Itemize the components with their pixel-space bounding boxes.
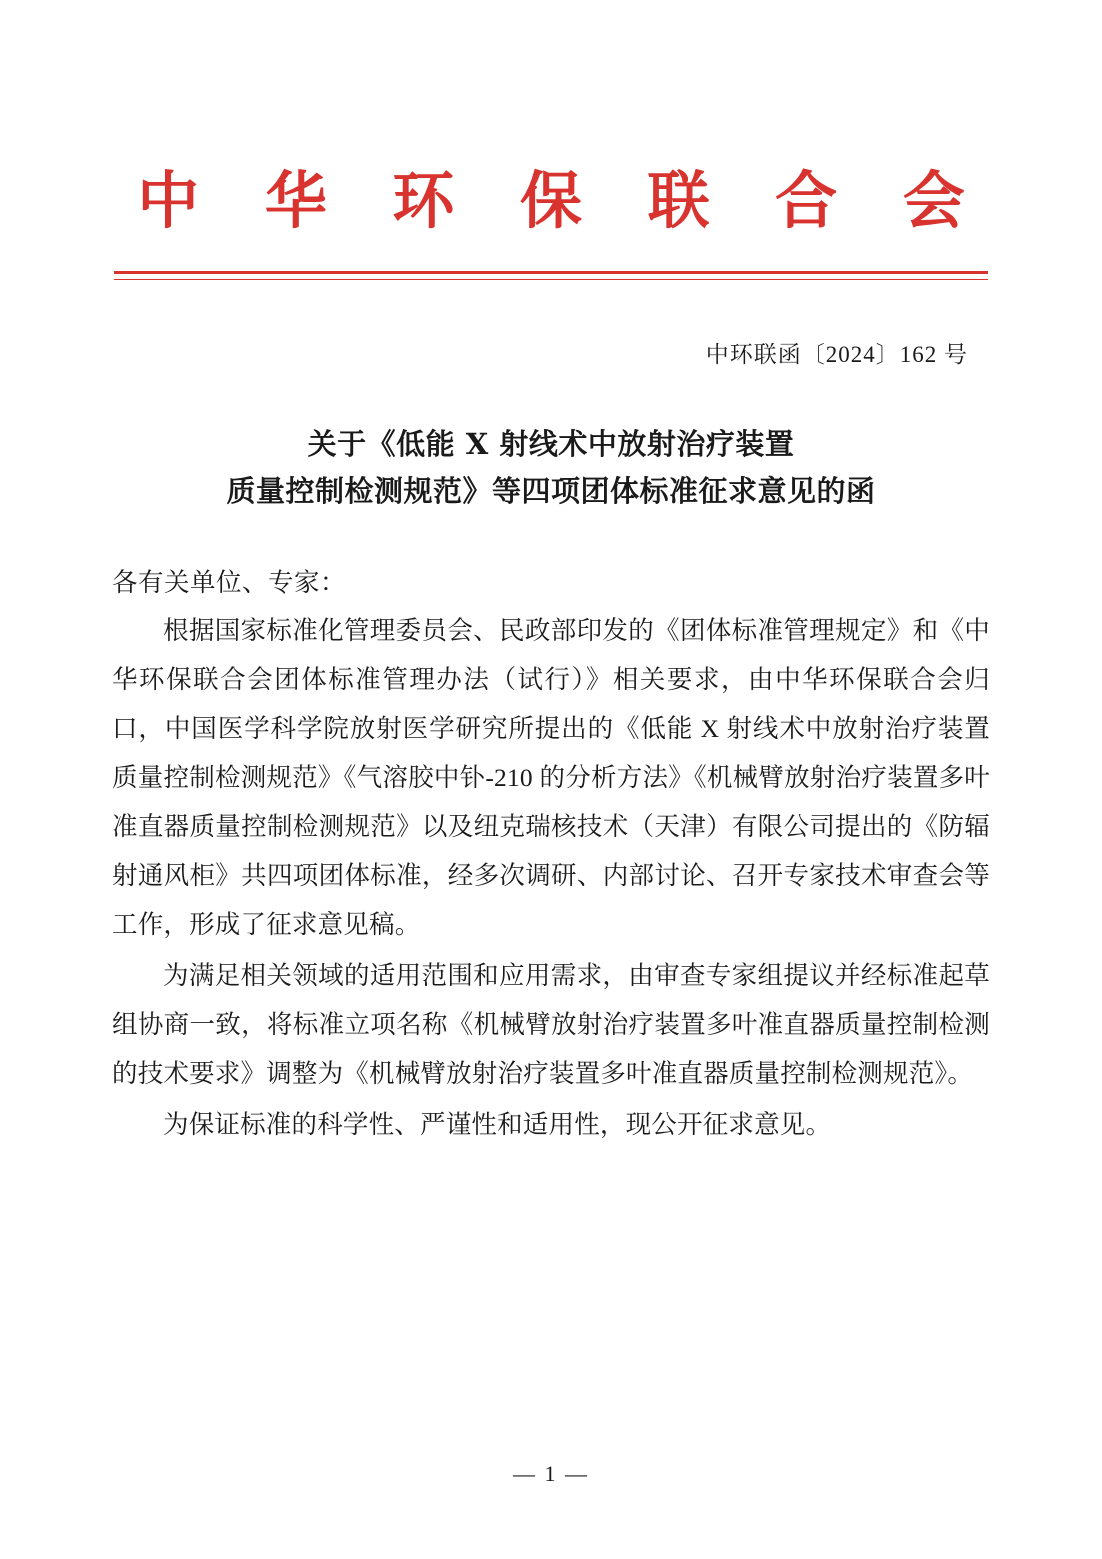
document-title-line-2: 质量控制检测规范》等四项团体标准征求意见的函 — [226, 474, 876, 509]
document-title-line-1: 关于《低能 X 射线术中放射治疗装置 — [307, 427, 795, 462]
body-paragraph-2: 为满足相关领域的适用范围和应用需求，由审查专家组提议并经标准起草组协商一致，将标准立项名称《机械臂放射治疗装置多叶准直器质量控制检测的技术要求》调整为《机械臂放射治疗装置多叶准直器质量控制检测规范》。 — [112, 961, 990, 1089]
letterhead-divider — [112, 271, 990, 280]
body-paragraph-1: 根据国家标准化管理委员会、民政部印发的《团体标准管理规定》和《中华环保联合会团体标准管理办法（试行）》相关要求，由中华环保联合会归口，中国医学科学院放射医学研究所提出的《低能 X 射线术中放射治疗装置质量控制检测规范》《气溶胶中钋-210 的分析方法》《机械臂放射治疗装置多叶准直器质量控制检测规范》以及纽克瑞核技术（天津）有限公司提出的《防辐射通风柜》共四项团体标准，经多次调研、内部讨论、召开专家技术审查会等工作，形成了征求意见稿。 — [112, 616, 990, 940]
letterhead — [112, 0, 990, 280]
divider-thin-line — [114, 279, 988, 280]
body-paragraph-3: 为保证标准的科学性、严谨性和适用性，现公开征求意见。 — [163, 1110, 832, 1139]
document-number: 中环联函〔2024〕162 号 — [705, 342, 968, 368]
organization-name: 中 华 环 保 联 合 会 — [137, 164, 987, 237]
page-number: — 1 — — [513, 1461, 589, 1486]
salutation: 各有关单位、专家： — [112, 568, 347, 598]
document-title — [112, 421, 990, 515]
divider-thick-line — [114, 271, 988, 274]
